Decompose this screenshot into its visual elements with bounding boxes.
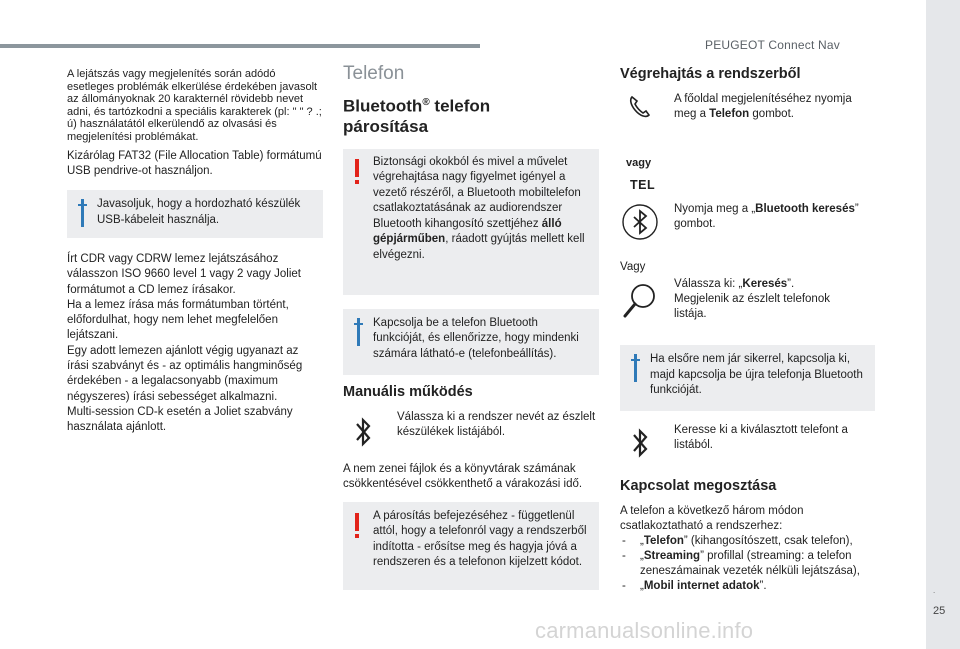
warning-text-bold: álló gépjárműben — [373, 217, 562, 246]
warning-icon — [354, 159, 360, 191]
info-note-bt-on — [343, 309, 599, 375]
phone-icon — [620, 94, 660, 125]
step-search-text — [674, 277, 864, 322]
step-bt-text-bold: Bluetooth keresés — [755, 203, 855, 215]
page-side-strip — [926, 0, 960, 649]
watermark: carmanualsonline.info — [535, 618, 754, 643]
step-bt-text-c: ” gombot. — [674, 203, 859, 230]
step-phone-row — [620, 92, 875, 192]
vagy-label: vagy — [626, 157, 652, 169]
info-note-text: Ha elsőre nem jár sikerrel, kapcsolja ki, majd kapcsolja be újra telefonja Bluetooth funkcióját. — [650, 353, 863, 396]
bluetooth-icon — [620, 425, 660, 466]
step-select-phone-row — [620, 423, 875, 467]
bluetooth-icon — [620, 202, 660, 247]
or-text: Vagy — [620, 261, 646, 273]
info-note-retry — [620, 345, 875, 411]
page-marker: . — [933, 586, 936, 595]
heading-bluetooth-pairing — [343, 93, 599, 137]
column-2 — [343, 63, 599, 590]
info-icon — [354, 318, 364, 352]
paragraph-nonmusic: A nem zenei fájlok és a könyvtárak számának csökkentésével csökkenthető a várakozási idő. — [343, 462, 583, 490]
warning-text-c: , ráadott gyújtás mellett kell elvégezni. — [373, 233, 585, 261]
warning-note-pairing — [343, 502, 599, 590]
step-select-phone-text: Keresse ki a kiválasztott telefont a listából. — [674, 424, 848, 451]
step-phone-text-a: A főoldal megjelenítéséhez nyomja meg a — [674, 93, 852, 120]
search-icon — [620, 281, 660, 328]
info-note-usb-cable — [67, 190, 323, 238]
paragraph-cd-formats: Írt CDR vagy CDRW lemez lejátszásához válasszon ISO 9660 level 1 vagy 2 vagy Joliet formátumot a CD lemez írásakor. Ha a lemez írása más formátumban történt, előfordulhat, hogy nem lehet megfelelően lejátszani. Egy adott lemezen ajánlott végig ugyanazt az írási szabványt és - az optimális hangminőség érdekében - a legalacsonyabb (maximum négyszeres) írási sebességet alkalmazni. Multi-session CD-k esetén a Joliet szabvány használata ajánlott. — [67, 253, 303, 434]
column-3 — [620, 67, 875, 594]
manual-step-row — [343, 410, 599, 454]
step-search-text-bold: Keresés — [742, 278, 788, 290]
registered-mark: ® — [422, 97, 430, 108]
header-title: PEUGEOT Connect Nav — [705, 38, 840, 52]
column-1 — [67, 68, 323, 436]
tel-label: TEL — [630, 178, 656, 192]
paragraph-fat32: Kizárólag FAT32 (File Allocation Table) formátumú USB pendrive-ot használjon. — [67, 150, 322, 177]
warning-text: A párosítás befejezéséhez - függetlenül attól, hogy a telefonról vagy a rendszerből indította - erősítse meg és hagyja jóvá a rendszeren és a telefonon kijelzett kódot. — [373, 509, 587, 569]
step-bt-search-row — [620, 202, 875, 254]
section-title-telefon: Telefon — [343, 63, 405, 84]
share-intro: A telefon a következő három módon csatlakoztatható a rendszerhez: — [620, 505, 804, 532]
list-item: - „Telefon” (kihangosítószett, csak telefon), — [620, 534, 875, 549]
list-item: - „Streaming” profillal (streaming: a telefon zeneszámainak vezeték nélküli lejátszása), — [620, 549, 875, 579]
step-phone-text — [674, 92, 864, 122]
step-search-text-d: Megjelenik az észlelt telefonok listája. — [674, 293, 830, 320]
info-note-text: Javasoljuk, hogy a hordozható készülék USB-kábeleit használja. — [97, 198, 301, 226]
info-icon — [631, 354, 641, 388]
heading-manual: Manuális működés — [343, 383, 473, 400]
heading-share: Kapcsolat megosztása — [620, 478, 777, 494]
step-search-text-c: ”. — [787, 278, 795, 290]
info-icon — [78, 199, 88, 233]
step-phone-text-c: gombot. — [749, 108, 794, 120]
heading-bt-rest: telefon — [429, 96, 491, 116]
step-search-row — [620, 277, 875, 337]
step-bt-text-a: Nyomja meg a „ — [674, 203, 756, 215]
warning-text-a: Biztonsági okokból és mivel a művelet végrehajtása nagy figyelmet igényel a vezető részéről, a Bluetooth mobiltelefon csatlakoztatásának az audiorendszer Bluetooth kihangosító szettjéhez — [373, 155, 581, 230]
warning-note-safety — [343, 149, 599, 295]
page-number: 25 — [933, 605, 946, 617]
heading-bt-word: Bluetooth — [343, 96, 423, 116]
share-list — [620, 534, 875, 594]
manual-step-text: Válassza ki a rendszer nevét az észlelt készülékek listájából. — [397, 410, 596, 438]
bluetooth-icon — [343, 414, 383, 455]
heading-exec: Végrehajtás a rendszerből — [620, 66, 801, 82]
paragraph-filenames: A lejátszás vagy megjelenítés során adódó esetleges problémák elkerülése érdekében javasolt az állományoknak 20 karakternél rövidebb nevet adni, és tartózkodni a speciális karakterek (pl: " " ? .; ú) használatától elkerülendő az olvasási és megjelenítési problémákat. — [67, 68, 322, 143]
warning-icon — [354, 513, 360, 545]
header-rule — [0, 44, 480, 48]
step-search-text-a: Válassza ki: „ — [674, 278, 743, 290]
heading-bt-line2: párosítása — [343, 116, 429, 136]
step-phone-text-bold: Telefon — [709, 108, 750, 120]
list-item: - „Mobil internet adatok”. — [620, 579, 875, 594]
info-note-text: Kapcsolja be a telefon Bluetooth funkcióját, és ellenőrizze, hogy mindenki számára látható-e (telefonbeállítás). — [373, 316, 579, 360]
step-bt-search-text — [674, 202, 869, 232]
